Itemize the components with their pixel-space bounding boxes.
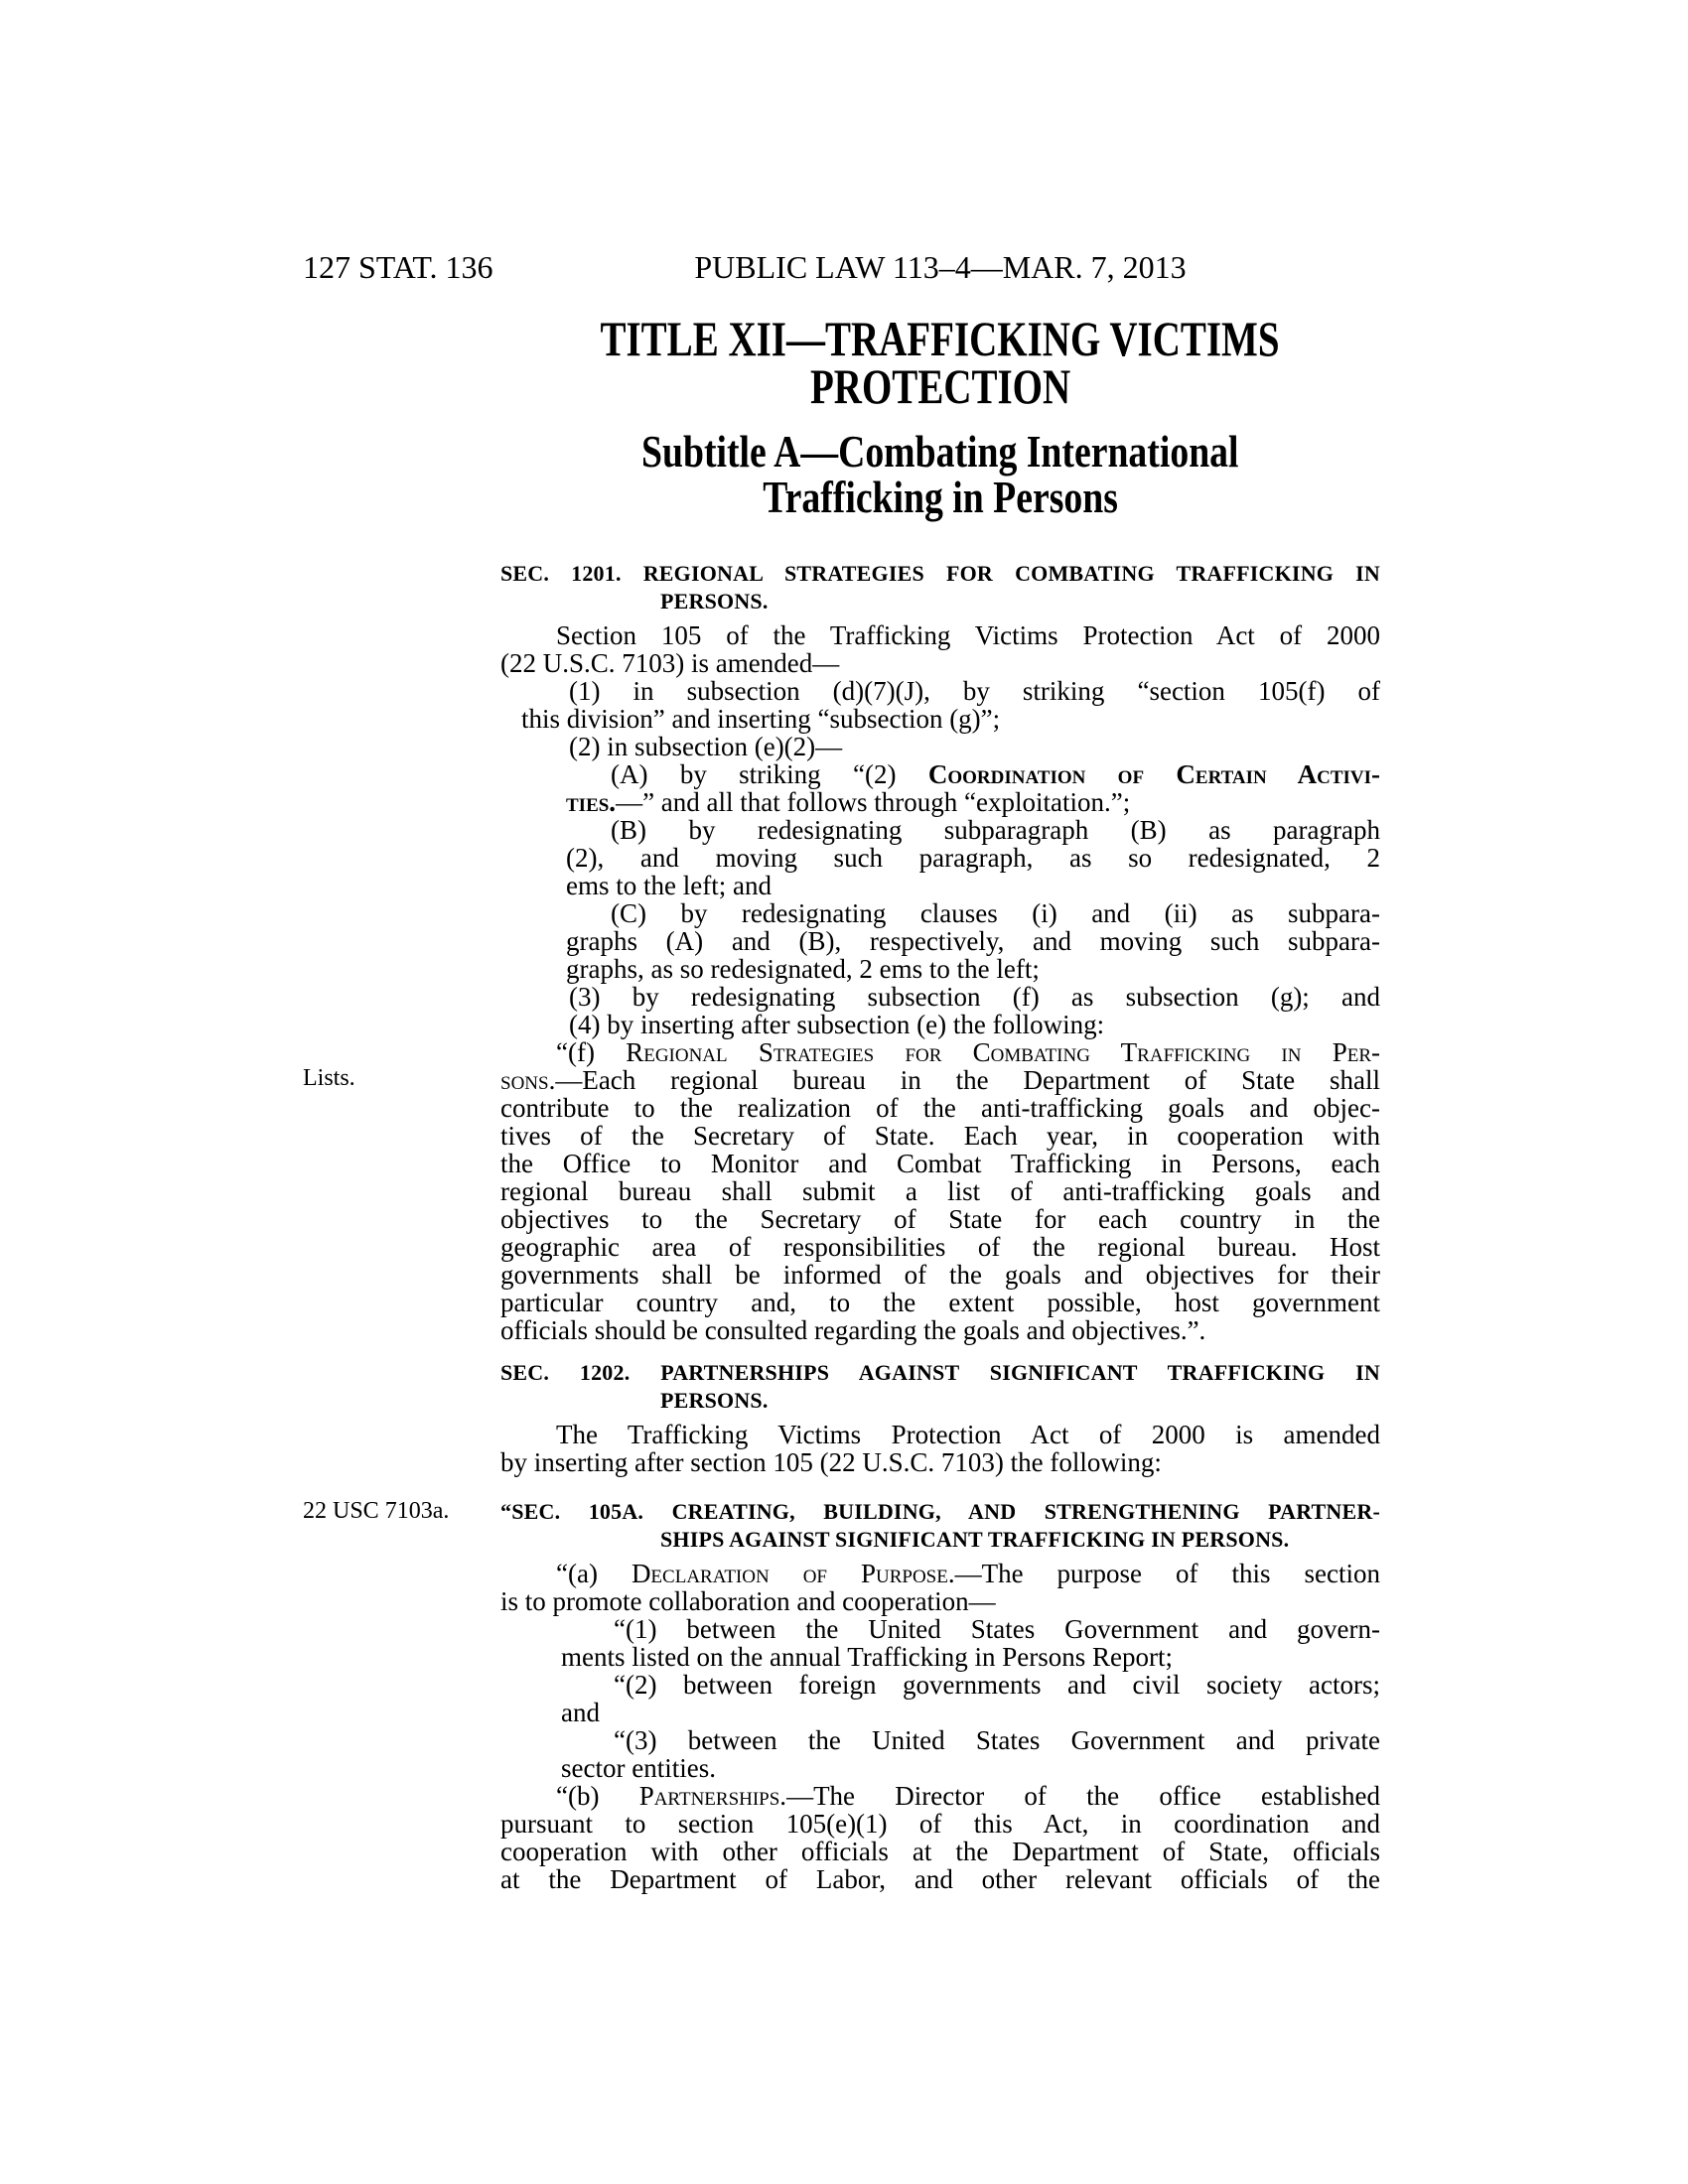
- doc-line: graphs, as so redesignated, 2 ems to the left;: [566, 954, 1040, 984]
- subtitle-line-2: Trafficking in Persons: [763, 472, 1118, 522]
- doc-line: objectives to the Secretary of State for each country in the: [500, 1204, 1380, 1234]
- doc-line: (2), and moving such paragraph, as so redesignated, 2: [566, 843, 1380, 873]
- sec-1202-heading: [500, 1359, 1380, 1415]
- doc-line: (4) by inserting after subsection (e) the following:: [569, 1010, 1105, 1039]
- doc-line: “(a) Declaration of Purpose.—The purpose of this section: [556, 1559, 1380, 1588]
- doc-line: this division” and inserting “subsection (g)”;: [521, 704, 1001, 734]
- doc-line: sector entities.: [561, 1753, 716, 1783]
- doc-line: pursuant to section 105(e)(1) of this Act, in coordination and: [500, 1809, 1380, 1839]
- doc-line: PERSONS.: [660, 589, 769, 614]
- doc-line: “(1) between the United States Government and govern-: [614, 1614, 1380, 1644]
- doc-line: ties.—” and all that follows through “exploitation.”;: [566, 787, 1131, 817]
- sec-105a-heading: [500, 1498, 1380, 1554]
- doc-line: “(3) between the United States Government and private: [614, 1725, 1380, 1755]
- sec-105a-body: [500, 1560, 1380, 1893]
- doc-line: cooperation with other officials at the Department of State, officials: [500, 1837, 1380, 1866]
- doc-line: “(b) Partnerships.—The Director of the office established: [556, 1781, 1380, 1811]
- doc-line: (1) in subsection (d)(7)(J), by striking “section 105(f) of: [569, 676, 1380, 706]
- doc-line: (B) by redesignating subparagraph (B) as paragraph: [611, 815, 1380, 845]
- doc-line: “(2) between foreign governments and civil society actors;: [614, 1670, 1380, 1700]
- doc-line: (C) by redesignating clauses (i) and (ii) as subpara-: [611, 898, 1380, 928]
- doc-line: ments listed on the annual Trafficking in Persons Report;: [561, 1642, 1173, 1672]
- stat-page-number: 127 STAT. 136: [303, 249, 493, 285]
- doc-line: “(f) Regional Strategies for Combating Trafficking in Per-: [556, 1037, 1380, 1067]
- doc-line: (A) by striking “(2) Coordination of Certain Activi-: [611, 759, 1380, 789]
- doc-line: (2) in subsection (e)(2)—: [569, 732, 843, 761]
- doc-line: “SEC. 105A. CREATING, BUILDING, AND STRENGTHENING PARTNER-: [500, 1499, 1380, 1524]
- doc-line: graphs (A) and (B), respectively, and moving such subpara-: [566, 926, 1380, 956]
- doc-line: governments shall be informed of the goals and objectives for their: [500, 1260, 1380, 1290]
- doc-line: is to promote collaboration and cooperation—: [500, 1586, 996, 1616]
- doc-line: officials should be consulted regarding the goals and objectives.”.: [500, 1315, 1206, 1345]
- doc-line: Section 105 of the Trafficking Victims Protection Act of 2000: [556, 620, 1380, 650]
- text-column: [500, 0, 1380, 2184]
- margin-note-lists: Lists.: [303, 1065, 355, 1091]
- doc-line: regional bureau shall submit a list of anti-trafficking goals and: [500, 1176, 1380, 1206]
- doc-line: sons.—Each regional bureau in the Department of State shall: [500, 1065, 1380, 1095]
- sec-1201-heading: [500, 560, 1380, 615]
- doc-line: SEC. 1202. PARTNERSHIPS AGAINST SIGNIFICANT TRAFFICKING IN: [500, 1360, 1380, 1385]
- doc-line: geographic area of responsibilities of the regional bureau. Host: [500, 1232, 1380, 1262]
- doc-line: tives of the Secretary of State. Each year, in cooperation with: [500, 1121, 1380, 1151]
- doc-line: particular country and, to the extent possible, host government: [500, 1288, 1380, 1317]
- doc-line: The Trafficking Victims Protection Act of 2000 is amended: [556, 1420, 1380, 1449]
- doc-line: at the Department of Labor, and other relevant officials of the: [500, 1864, 1380, 1894]
- sec-1201-body: [500, 621, 1380, 1344]
- doc-line: PERSONS.: [660, 1388, 769, 1413]
- doc-line: and: [561, 1698, 600, 1727]
- title-line-2: PROTECTION: [809, 358, 1071, 414]
- public-law-header: PUBLIC LAW 113–4—MAR. 7, 2013: [694, 249, 1187, 285]
- doc-line: the Office to Monitor and Combat Trafficking in Persons, each: [500, 1149, 1380, 1178]
- doc-line: ems to the left; and: [566, 871, 772, 900]
- doc-line: contribute to the realization of the anti-trafficking goals and objec-: [500, 1093, 1380, 1123]
- doc-line: (22 U.S.C. 7103) is amended—: [500, 648, 840, 678]
- sec-1202-body: [500, 1421, 1380, 1476]
- title-line-1: TITLE XII—TRAFFICKING VICTIMS: [600, 311, 1281, 366]
- doc-line: (3) by redesignating subsection (f) as subsection (g); and: [569, 982, 1380, 1012]
- doc-line: SEC. 1201. REGIONAL STRATEGIES FOR COMBATING TRAFFICKING IN: [500, 561, 1380, 586]
- doc-line: by inserting after section 105 (22 U.S.C. 7103) the following:: [500, 1447, 1162, 1477]
- margin-note-usc-citation: 22 USC 7103a.: [303, 1498, 450, 1524]
- doc-line: SHIPS AGAINST SIGNIFICANT TRAFFICKING IN PERSONS.: [660, 1527, 1290, 1552]
- subtitle-line-1: Subtitle A—Combating International: [641, 426, 1239, 477]
